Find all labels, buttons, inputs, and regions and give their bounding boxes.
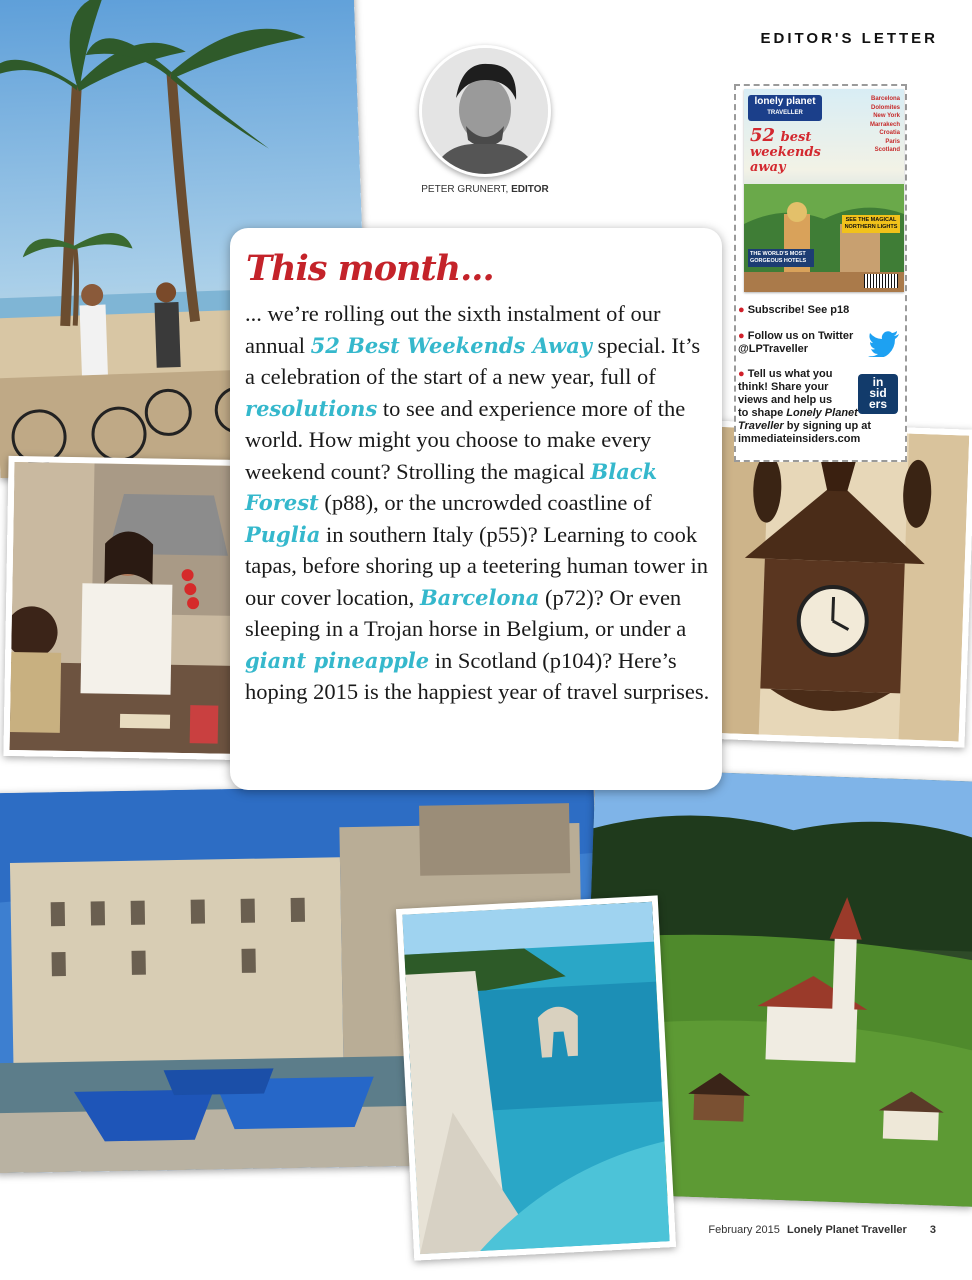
letter-text: (p88), or the uncrowded coastline of	[318, 490, 652, 515]
insiders-logo-text: in	[872, 375, 884, 389]
editor-portrait-illustration	[422, 48, 548, 174]
insiders-line3: views and help us	[738, 394, 833, 406]
letter-body	[245, 298, 715, 708]
letter-text: in Scotland (p104)? Here’s hoping 2015 is the happiest year of travel surprises.	[245, 647, 710, 704]
cover-logo-sub: TRAVELLER	[767, 110, 803, 116]
cover-city: Paris	[885, 138, 900, 145]
letter-text: ... we’re rolling out the sixth instalment of our annual	[245, 301, 661, 358]
subscribe-link[interactable]	[738, 304, 849, 317]
insiders-line4-italic: Lonely Planet	[786, 407, 858, 419]
tapas-cooking-illustration	[10, 462, 243, 754]
cover-title-line2: weekends	[750, 145, 821, 160]
cover-title-line3: away	[750, 160, 786, 175]
cover-barcode	[864, 274, 898, 288]
footer-date: February 2015	[708, 1224, 780, 1236]
letter-text: special. It’s a celebration of the start of a new year, full of	[245, 332, 701, 389]
section-label: EDITOR'S LETTER	[760, 30, 938, 47]
insiders-logo-text: sid	[869, 386, 887, 400]
highlight-resolutions: resolutions	[245, 395, 378, 421]
cover-city: Marrakech	[869, 121, 900, 128]
bullet-dot-icon: ●	[738, 330, 745, 342]
bullet-dot-icon: ●	[738, 368, 745, 380]
cover-hotels: THE WORLD'S MOST GORGEOUS HOTELS	[748, 249, 814, 267]
footer-magazine: Lonely Planet Traveller	[786, 1224, 907, 1236]
letter-text: (p72)? Or even sleeping in a Trojan horse in Belgium, or under a	[245, 584, 687, 641]
highlight-black-forest: Black Forest	[245, 458, 658, 515]
insiders-signup[interactable]	[738, 368, 871, 446]
insiders-url: immediateinsiders.com	[738, 433, 861, 445]
cover-city: New York	[873, 113, 900, 119]
bullet-dot-icon: ●	[738, 304, 745, 316]
editor-name: PETER GRUNERT,	[421, 184, 509, 195]
highlight-52-best-weekends: 52 Best Weekends Away	[310, 332, 593, 358]
cover-logo-text: lonely planet	[754, 96, 816, 107]
cover-title-number: 52	[750, 125, 776, 146]
twitter-bird-icon[interactable]	[868, 331, 900, 357]
highlight-puglia: Puglia	[245, 521, 321, 547]
photo-cuckoo-clock	[693, 420, 972, 747]
cuckoo-clock-illustration	[699, 427, 970, 742]
photo-tapas-cooking	[3, 456, 248, 760]
page-footer	[708, 1224, 936, 1236]
insiders-line5: by signing up at	[786, 420, 872, 432]
cover-city: Scotland	[874, 147, 900, 153]
page-number: 3	[929, 1224, 936, 1236]
photo-puglia-cliff-coast	[396, 895, 676, 1260]
editor-role: EDITOR	[511, 184, 549, 195]
insiders-logo-text: ers	[868, 397, 888, 411]
insiders-line5-italic: Traveller	[738, 420, 784, 432]
letter-text: in southern Italy (p55)? Learning to cook tapas, before shoring up a teetering human tower in our cover location,	[245, 521, 708, 610]
cliff-coast-illustration	[402, 902, 669, 1255]
magazine-cover[interactable]	[744, 89, 904, 292]
twitter-follow-link[interactable]	[738, 330, 853, 356]
letter-headline: This month...	[246, 248, 494, 289]
twitter-handle: @LPTraveller	[738, 343, 809, 355]
highlight-barcelona: Barcelona	[419, 584, 540, 610]
subscribe-label: Subscribe! See p18	[747, 304, 850, 316]
cover-city: Barcelona	[870, 96, 900, 102]
insiders-line1: Tell us what you	[747, 368, 833, 380]
follow-line1: Follow us on Twitter	[747, 330, 854, 342]
insiders-logo-icon	[858, 374, 898, 414]
insiders-line4: to shape	[738, 407, 784, 419]
cover-title-line1: best	[780, 130, 812, 145]
editor-portrait	[419, 45, 551, 177]
insiders-line2: think! Share your	[738, 381, 829, 393]
cover-city-list	[838, 95, 900, 155]
cover-badge: SEE THE MAGICAL NORTHERN LIGHTS	[842, 215, 900, 233]
highlight-giant-pineapple: giant pineapple	[245, 647, 430, 673]
cover-logo	[748, 95, 822, 121]
cover-city: Dolomites	[870, 104, 900, 111]
cover-city: Croatia	[879, 130, 900, 136]
letter-text: to see and experience more of the world. How might you choose to make every weekend count? Strolling the magical	[245, 395, 686, 484]
cover-title	[750, 125, 821, 175]
editor-caption	[400, 184, 570, 195]
